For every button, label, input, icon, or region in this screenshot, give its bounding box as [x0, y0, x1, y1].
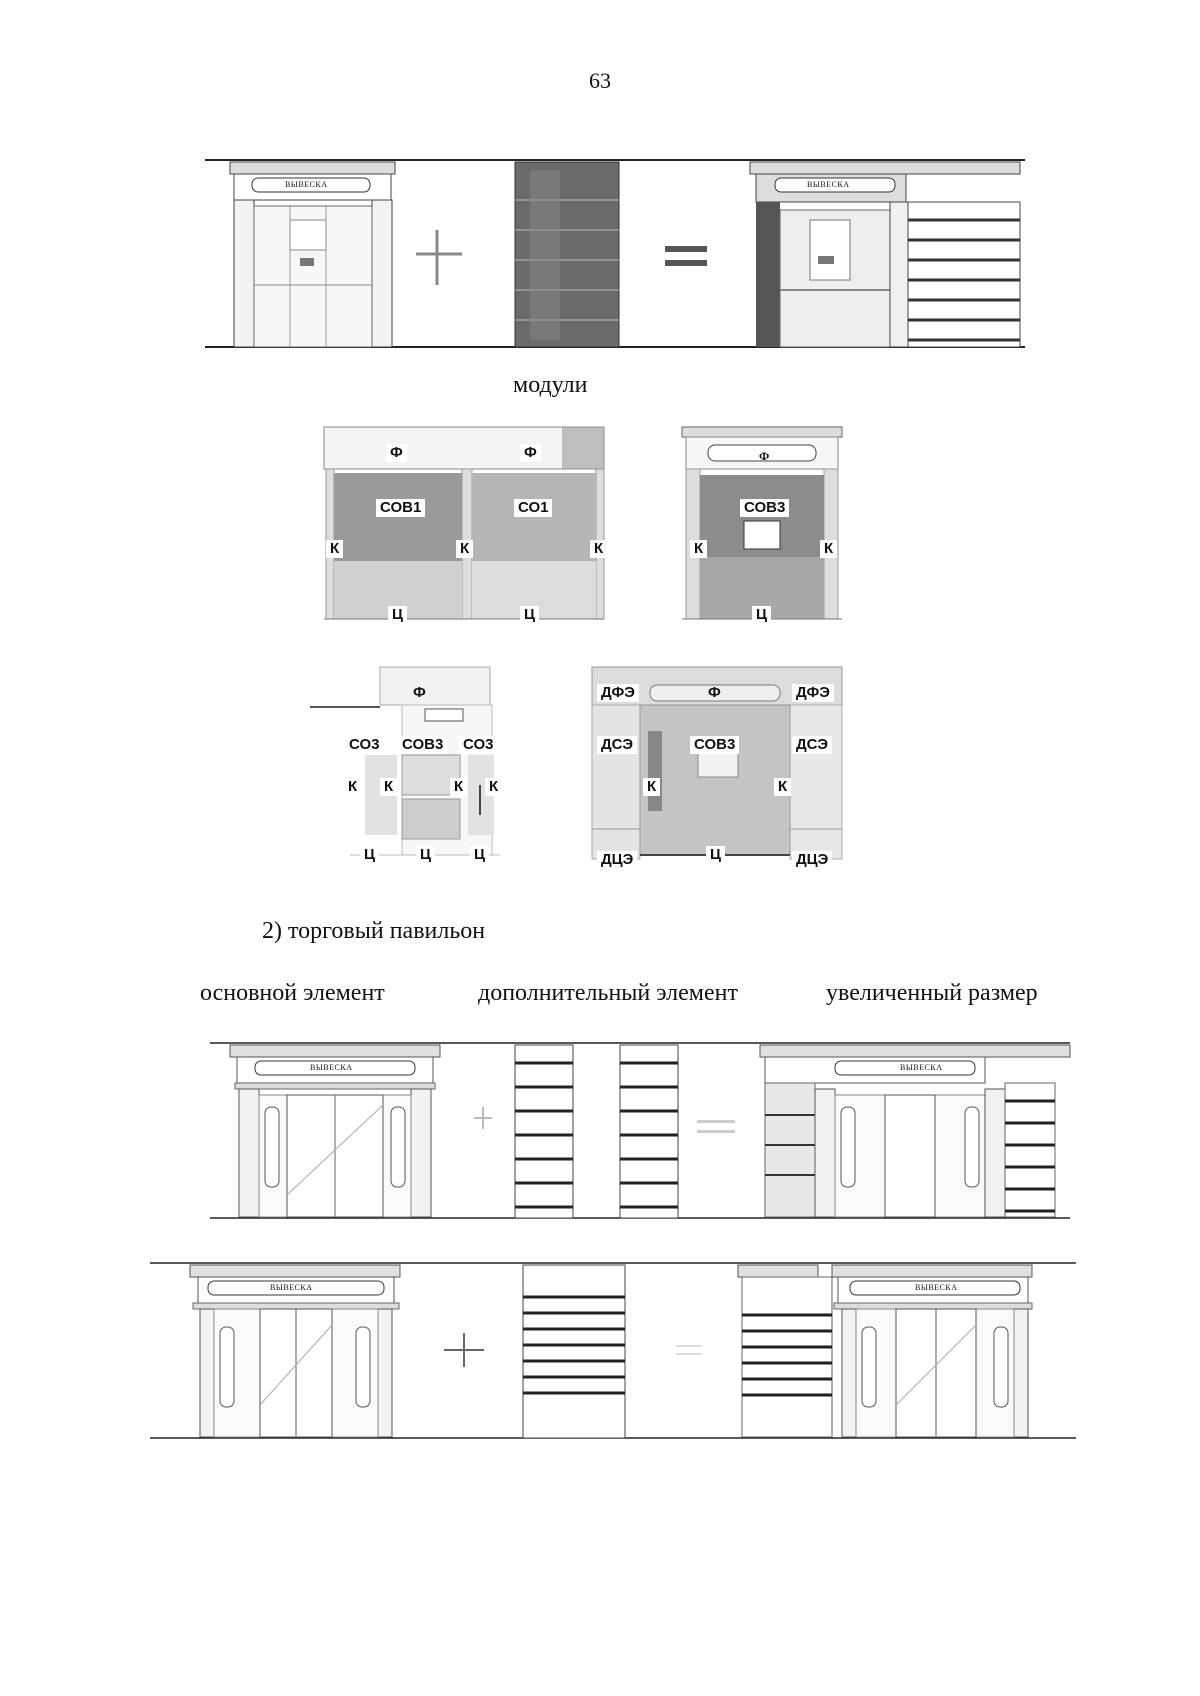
label-so3: СО3	[345, 736, 383, 754]
plus-icon	[416, 230, 462, 285]
module-1-drawing	[322, 425, 607, 625]
additional-block-textured	[515, 162, 619, 347]
module-3-drawing	[310, 665, 510, 865]
label-k: К	[344, 778, 361, 796]
additional-element-block	[620, 1045, 678, 1218]
sign-label: ВЫВЕСКА	[807, 180, 850, 189]
sign-label: ВЫВЕСКА	[270, 1283, 313, 1292]
label-sov1: СОВ1	[376, 499, 425, 517]
label-c: Ц	[360, 846, 379, 864]
label-k: К	[485, 778, 502, 796]
sign-label: ВЫВЕСКА	[285, 180, 328, 189]
sign-label: ВЫВЕСКА	[310, 1063, 353, 1072]
caption-enlarged-size: увеличенный размер	[826, 980, 1038, 1006]
label-c: Ц	[470, 846, 489, 864]
caption-pavilion: 2) торговый павильон	[262, 918, 486, 944]
additional-element-block	[523, 1265, 625, 1438]
kiosk-basic-facade	[230, 162, 395, 347]
label-f: Ф	[386, 444, 407, 462]
label-c: Ц	[388, 606, 407, 624]
kiosk-enlarged-facade	[750, 162, 1020, 347]
label-c: Ц	[520, 606, 539, 624]
sign-label: Ф	[759, 449, 770, 463]
plus-icon	[474, 1107, 492, 1129]
label-dfe: ДФЭ	[792, 684, 834, 702]
label-f: Ф	[520, 444, 541, 462]
label-k: К	[690, 540, 707, 558]
page-number: 63	[589, 68, 611, 93]
sign-label: ВЫВЕСКА	[900, 1063, 943, 1072]
label-c: Ц	[416, 846, 435, 864]
caption-additional-element: дополнительный элемент	[478, 980, 738, 1006]
caption-main-element: основной элемент	[200, 980, 385, 1006]
label-dce: ДЦЭ	[597, 851, 637, 869]
additional-element-block	[515, 1045, 573, 1218]
label-dse: ДСЭ	[597, 736, 637, 754]
equals-icon	[697, 1120, 735, 1133]
label-dfe: ДФЭ	[597, 684, 639, 702]
pavilion-enlarged-facade	[738, 1265, 1032, 1437]
label-so3: СО3	[459, 736, 497, 754]
equals-icon	[676, 1345, 702, 1355]
label-f: Ф	[708, 684, 721, 701]
label-c: Ц	[752, 606, 771, 624]
label-f: Ф	[413, 684, 426, 701]
label-dce: ДЦЭ	[792, 851, 832, 869]
label-k: К	[380, 778, 397, 796]
equals-icon	[665, 246, 707, 266]
label-k: К	[590, 540, 607, 558]
label-k: К	[326, 540, 343, 558]
label-sov3: СОВ3	[740, 499, 789, 517]
label-k: К	[774, 778, 791, 796]
label-k: К	[456, 540, 473, 558]
label-sov3: СОВ3	[690, 736, 739, 754]
label-so1: СО1	[514, 499, 552, 517]
label-sov3: СОВ3	[398, 736, 447, 754]
label-k: К	[643, 778, 660, 796]
sign-label: ВЫВЕСКА	[915, 1283, 958, 1292]
plus-icon	[444, 1333, 484, 1367]
label-c: Ц	[706, 846, 725, 864]
caption-modules: модули	[513, 372, 588, 398]
label-k: К	[450, 778, 467, 796]
label-dse: ДСЭ	[792, 736, 832, 754]
label-k: К	[820, 540, 837, 558]
